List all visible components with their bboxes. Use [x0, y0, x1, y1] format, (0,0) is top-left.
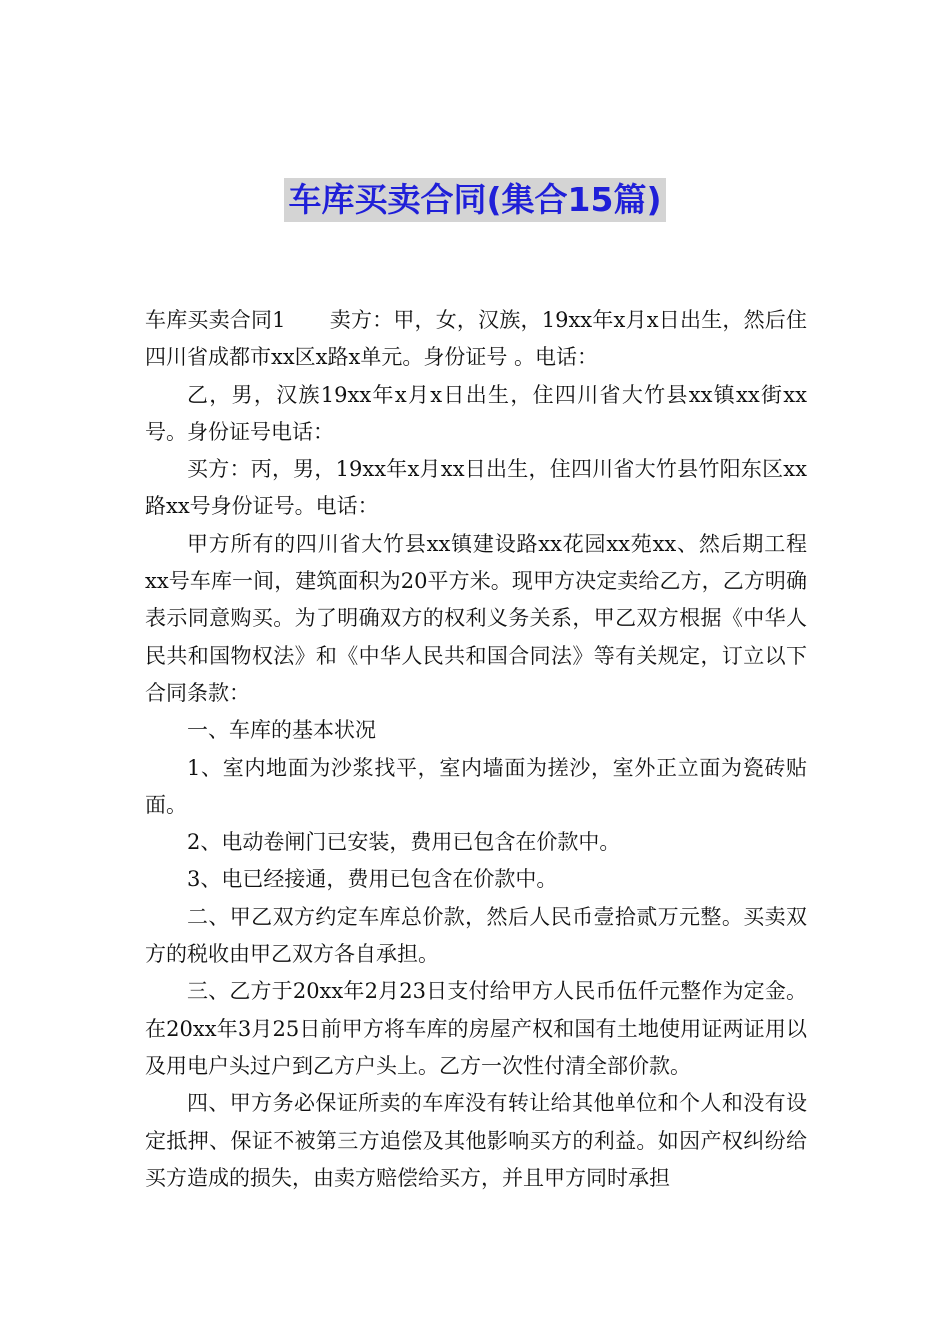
section-guarantee: 四、甲方务必保证所卖的车库没有转让给其他单位和个人和没有设定抵押、保证不被第三方追偿及其他影响买方的利益。如因产权纠纷给买方造成的损失，由卖方赔偿给买方，并且甲方同时承担 — [145, 1091, 807, 1190]
document-title: 车库买卖合同(集合15篇) — [284, 178, 665, 222]
section-payment: 三、乙方于20xx年2月23日支付给甲方人民币伍仟元整作为定金。在20xx年3月25日前甲方将车库的房屋产权和国有土地使用证两证用以及用电户头过户到乙方户头上。乙方一次性付清全部价款。 — [145, 979, 807, 1078]
section-heading-basic-status: 一、车库的基本状况 — [187, 718, 376, 743]
seller-info: 卖方：甲，女，汉族，19xx年x月x日出生，然后住四川省成都市xx区x路x单元。身份证号 。电话： — [145, 308, 807, 370]
paragraph-buyer: 买方：丙，男，19xx年x月xx日出生，住四川省大竹县竹阳东区xx路xx号身份证号。电话： — [145, 457, 807, 519]
section-price: 二、甲乙双方约定车库总价款，然后人民币壹拾贰万元整。买卖双方的税收由甲乙双方各自承担。 — [145, 904, 807, 967]
title-container — [0, 178, 950, 222]
clause-item-3: 3、电已经接通，费用已包含在价款中。 — [187, 867, 558, 892]
contract-number-label: 车库买卖合同1 — [145, 308, 286, 332]
paragraph-first — [145, 302, 807, 377]
document-body — [145, 302, 807, 1197]
clause-item-2: 2、电动卷闸门已安装，费用已包含在价款中。 — [187, 830, 621, 855]
paragraph-seller-b: 乙，男，汉族19xx年x月x日出生，住四川省大竹县xx镇xx街xx号。身份证号电话： — [145, 382, 807, 444]
paragraph-property: 甲方所有的四川省大竹县xx镇建设路xx花园xx苑xx、然后期工程xx号车库一间，建筑面积为20平方米。现甲方决定卖给乙方，乙方明确表示同意购买。为了明确双方的权利义务关系，甲乙双方根据《中华人民共和国物权法》和《中华人民共和国合同法》等有关规定，订立以下合同条款： — [145, 531, 807, 705]
clause-item-1: 1、室内地面为沙浆找平，室内墙面为搓沙，室外正立面为瓷砖贴面。 — [145, 755, 807, 817]
